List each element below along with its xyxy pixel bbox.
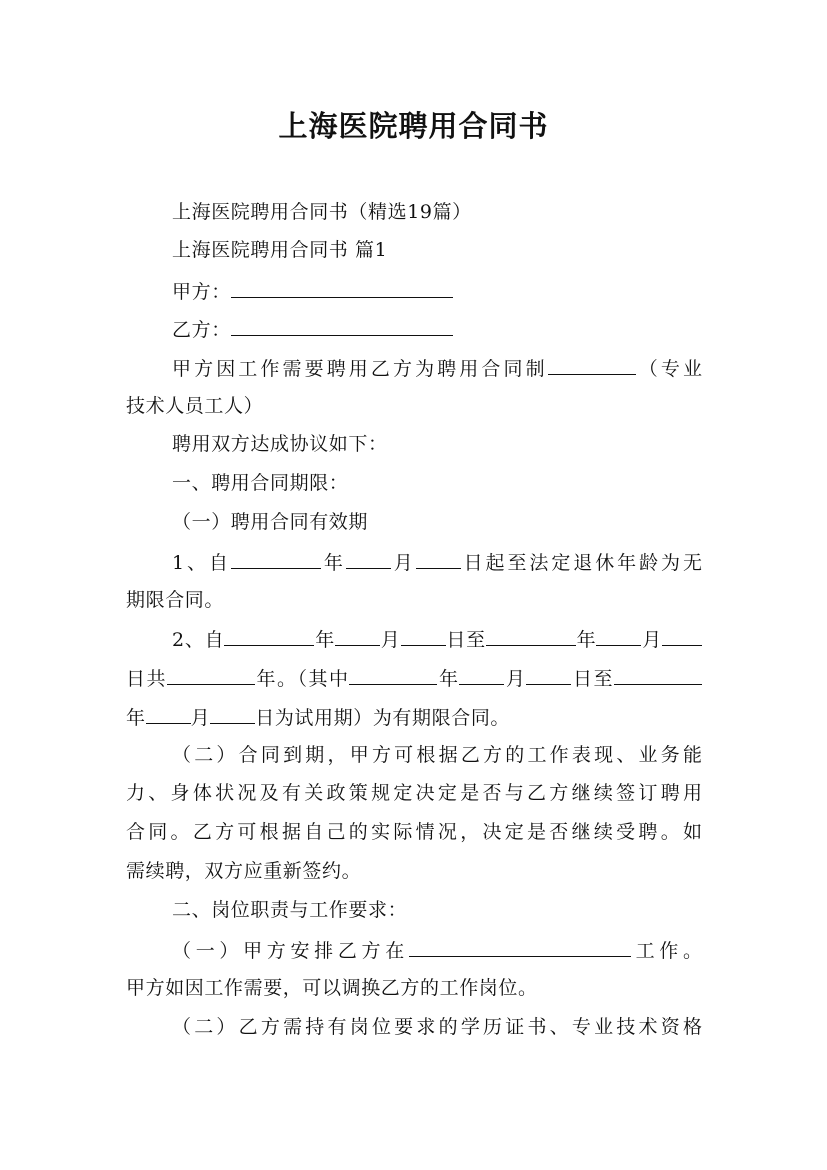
paragraph-line: 合同。乙方可根据自己的实际情况，决定是否继续受聘。如 bbox=[126, 821, 702, 843]
section-heading: 一、聘用合同期限： bbox=[172, 472, 349, 494]
fill-blank bbox=[231, 548, 321, 569]
subtitle-line: 上海医院聘用合同书（精选19篇） bbox=[172, 201, 472, 223]
party-b-line bbox=[172, 315, 453, 343]
paragraph-line: 1、自 年 月 日起至法定退休年龄为无 bbox=[126, 548, 702, 576]
paragraph-line: 技术人员工人） bbox=[126, 395, 264, 417]
document-title: 上海医院聘用合同书 bbox=[278, 109, 549, 143]
fill-blank bbox=[401, 625, 446, 646]
paragraph-line: 期限合同。 bbox=[126, 589, 225, 611]
fill-blank bbox=[526, 664, 571, 685]
paragraph-line: 甲方如因工作需要，可以调换乙方的工作岗位。 bbox=[126, 977, 538, 999]
party-a-line bbox=[172, 277, 453, 305]
paragraph-line: （一）甲方安排乙方在 工作。 bbox=[126, 936, 702, 964]
party-b-label: 乙方： bbox=[172, 319, 231, 341]
paragraph-line: （二）乙方需持有岗位要求的学历证书、专业技术资格 bbox=[172, 1016, 702, 1038]
party-b-blank bbox=[231, 315, 453, 336]
fill-blank bbox=[167, 664, 255, 685]
fill-blank bbox=[596, 625, 641, 646]
fill-blank bbox=[224, 625, 314, 646]
paragraph-line: 日共 年。（其中 年 月 日至 bbox=[126, 664, 702, 692]
party-a-blank bbox=[231, 277, 453, 298]
fill-blank bbox=[210, 703, 255, 724]
paragraph-line: 力、身体状况及有关政策规定决定是否与乙方继续签订聘用 bbox=[126, 782, 702, 804]
paragraph-line: 聘用双方达成协议如下： bbox=[172, 433, 388, 455]
section-heading-1: 上海医院聘用合同书 篇1 bbox=[172, 239, 388, 261]
paragraph-line: 2、自 年 月 日至 年 月 bbox=[126, 625, 702, 653]
fill-blank bbox=[614, 664, 702, 685]
fill-blank bbox=[416, 548, 461, 569]
section-heading: 二、岗位职责与工作要求： bbox=[172, 899, 408, 921]
party-a-label: 甲方： bbox=[172, 281, 231, 303]
fill-blank bbox=[409, 936, 631, 957]
fill-blank bbox=[349, 664, 437, 685]
fill-blank bbox=[346, 548, 391, 569]
paragraph-line: 需续聘，双方应重新签约。 bbox=[126, 860, 362, 882]
fill-blank bbox=[662, 625, 702, 646]
fill-blank bbox=[335, 625, 380, 646]
subsection-heading: （一）聘用合同有效期 bbox=[172, 511, 369, 533]
fill-blank bbox=[486, 625, 576, 646]
fill-blank bbox=[548, 354, 636, 375]
fill-blank bbox=[146, 703, 191, 724]
paragraph-line: 年 月 日为试用期）为有期限合同。 bbox=[126, 703, 510, 731]
paragraph-line: （二）合同到期，甲方可根据乙方的工作表现、业务能 bbox=[172, 744, 702, 766]
fill-blank bbox=[459, 664, 504, 685]
paragraph-line: 甲方因工作需要聘用乙方为聘用合同制 （专业 bbox=[126, 354, 702, 382]
